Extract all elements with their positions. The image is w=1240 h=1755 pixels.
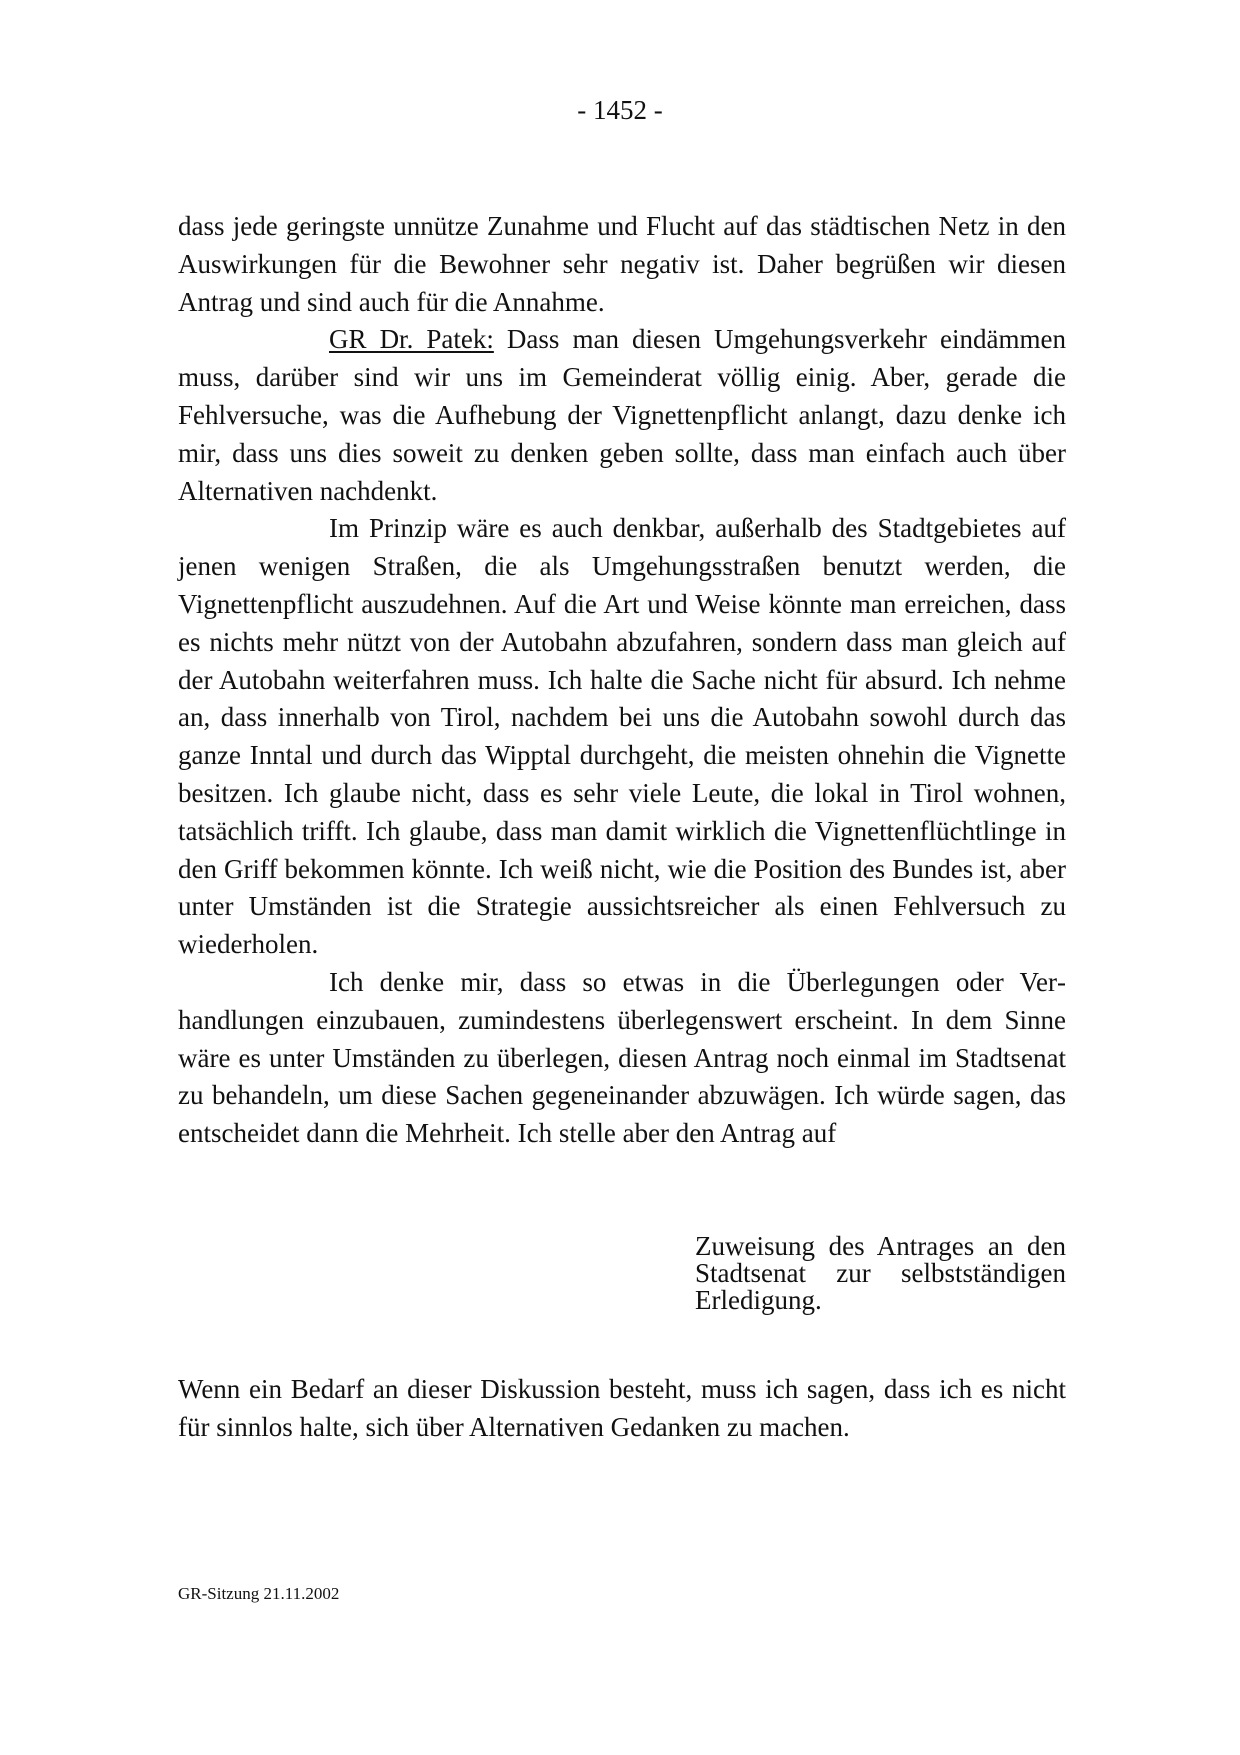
footer-session-date: GR-Sitzung 21.11.2002 [178, 1584, 340, 1603]
paragraph-2-text: Dass man diesen Umgehungsverkehr eindämmen muss, darüber sind wir uns im Gemeinderat völlig einig. Aber, gerade die Fehlversuche, was die Aufhebung der Vignettenpflicht anlangt, dazu denke ich mir, dass uns dies soweit zu denken geben sollte, dass man einfach auch über Alternativen nachdenkt. [178, 324, 1066, 506]
speaker-name: GR Dr. Patek: [329, 324, 494, 355]
paragraph-2 [178, 321, 1066, 510]
paragraph-4: Ich denke mir, dass so etwas in die Überlegungen oder Verhandlungen einzubauen, zumindestens überlegenswert erscheint. In dem Sinne wäre es unter Umständen zu überlegen, diesen Antrag noch einmal im Stadtsenat zu behandeln, um diese Sachen gegeneinander abzuwägen. Ich würde sagen, das entscheidet dann die Mehrheit. Ich stelle aber den Antrag auf [178, 966, 1066, 1149]
motion-text: Zuweisung des Antrages an den Stadtsenat zur selbstständigen Erledigung. [695, 1231, 1066, 1315]
closing-paragraph: Wenn ein Bedarf an dieser Diskussion besteht, muss ich sagen, dass ich es nicht für sinnlos halte, sich über Alternativen Gedanken zu machen. [178, 1374, 1066, 1442]
paragraph-1: dass jede geringste unnütze Zunahme und Flucht auf das städtischen Netz in den Auswirkungen für die Bewohner sehr negativ ist. Daher begrüßen wir diesen Antrag und sind auch für die Annahme. [178, 211, 1066, 317]
body-text [178, 208, 1066, 1153]
page-number: - 1452 - [577, 95, 663, 125]
paragraph-3: Im Prinzip wäre es auch denkbar, außerhalb des Stadtgebietes auf jenen wenigen Straßen, die als Umgehungsstraßen benutzt werden, die Vignettenpflicht auszudehnen. Auf die Art und Weise könnte man erreichen, dass es nichts mehr nützt von der Autobahn abzufahren, sondern dass man gleich auf der Autobahn weiterfahren muss. Ich halte die Sache nicht für absurd. Ich nehme an, dass innerhalb von Tirol, nachdem bei uns die Autobahn sowohl durch das ganze Inntal und durch das Wipptal durchgeht, die meisten ohnehin die Vignette besitzen. Ich glaube nicht, dass es sehr viele Leute, die lokal in Tirol wohnen, tatsächlich trifft. Ich glaube, dass man damit wirklich die Vignettenflüchtlinge in den Griff bekommen könnte. Ich weiß nicht, wie die Position des Bundes ist, aber unter Umständen ist die Strategie aussichtsreicher als einen Fehlversuch zu wiederholen. [178, 513, 1066, 960]
